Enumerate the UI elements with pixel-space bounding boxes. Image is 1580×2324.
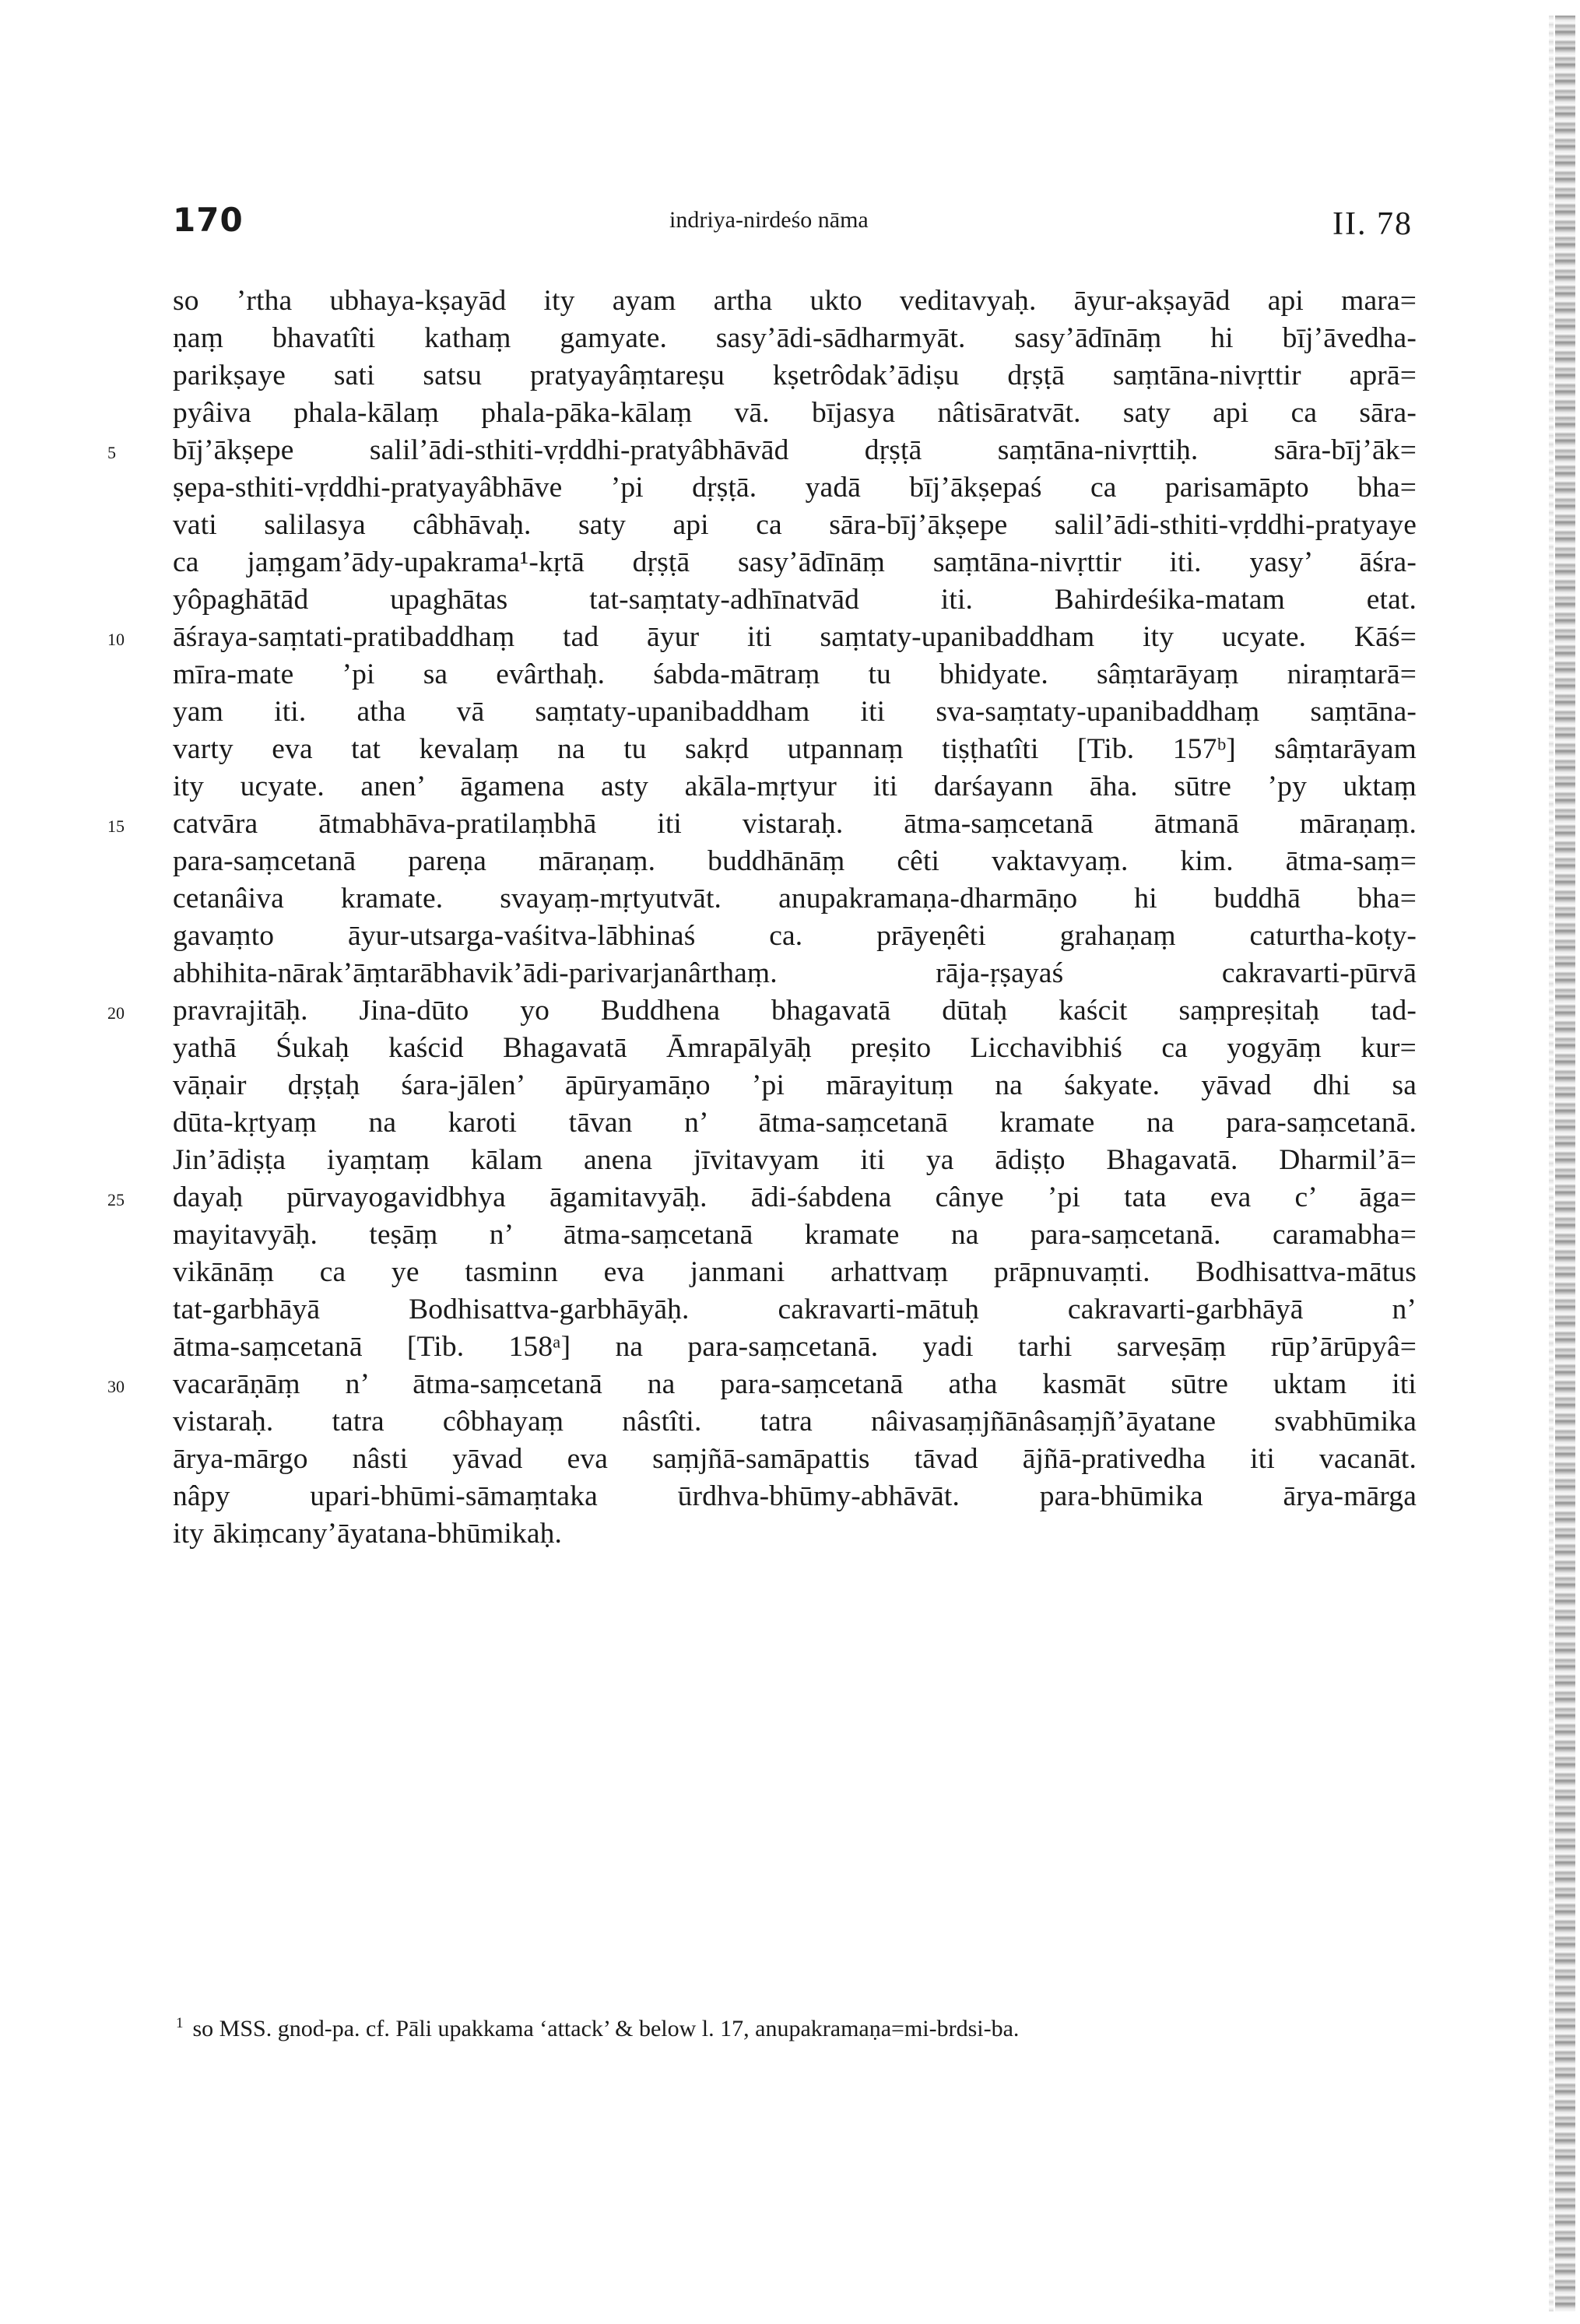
text-line: catvāra ātmabhāva-pratilaṃbhā iti vistaraḥ. ātma-saṃcetanā ātmanā māraṇaṃ. (173, 808, 1417, 840)
scan-edge-shadow (1549, 16, 1554, 2312)
text-line: cetanâiva kramate. svayaṃ-mṛtyutvāt. anupakramaṇa-dharmāṇo hi buddhā bha= (173, 883, 1417, 915)
text-line: Jin’ādiṣṭa iyaṃtaṃ kālam anena jīvitavyam iti ya ādiṣṭo Bhagavatā. Dharmil’ā= (173, 1144, 1417, 1176)
text-line: dūta-kṛtyaṃ na karoti tāvan n’ ātma-saṃcetanā kramate na para-saṃcetanā. (173, 1107, 1417, 1139)
text-line: dayaḥ pūrvayogavidbhya āgamitavyāḥ. ādi-śabdena cânye ’pi tata eva c’ āga= (173, 1181, 1417, 1213)
text-line: yathā Śukaḥ kaścid Bhagavatā Āmrapālyāḥ preṣito Licchavibhiś ca yogyāṃ kur= (173, 1032, 1417, 1064)
line-number: 15 (107, 816, 125, 836)
text-line: varty eva tat kevalaṃ na tu sakṛd utpannaṃ tiṣṭhatîti [Tib. 157ᵇ] sâṃtarāyam (173, 733, 1417, 765)
line-number: 10 (107, 630, 125, 649)
text-line: yam iti. atha vā saṃtaty-upanibaddham iti sva-saṃtaty-upanibaddhaṃ saṃtāna- (173, 696, 1417, 728)
text-line: mayitavyāḥ. teṣāṃ n’ ātma-saṃcetanā kramate na para-saṃcetanā. caramabha= (173, 1219, 1417, 1251)
page-number: 170 (173, 201, 244, 239)
section-reference: II. 78 (1332, 206, 1413, 242)
text-line: ārya-mārgo nâsti yāvad eva saṃjñā-samāpattis tāvad ājñā-prativedha iti vacanāt. (173, 1443, 1417, 1475)
scan-edge (1555, 16, 1575, 2312)
line-number: 5 (107, 443, 116, 462)
text-line: ātma-saṃcetanā [Tib. 158ᵃ] na para-saṃcetanā. yadi tarhi sarveṣāṃ rūp’ārūpyâ= (173, 1331, 1417, 1363)
line-number: 25 (107, 1190, 125, 1209)
text-line: gavaṃto āyur-utsarga-vaśitva-lābhinaś ca. prāyeṇêti grahaṇaṃ caturtha-koṭy- (173, 920, 1417, 952)
text-line: parikṣaye sati satsu pratyayâṃtareṣu kṣetrôdak’ādiṣu dṛṣṭā saṃtāna-nivṛttir aprā= (173, 360, 1417, 391)
text-line: ity ākiṃcany’āyatana-bhūmikaḥ. (173, 1518, 563, 1550)
running-title: indriya-nirdeśo nāma (669, 207, 869, 233)
text-line: ṇaṃ bhavatîti kathaṃ gamyate. sasy’ādi-sādharmyāt. sasy’ādīnāṃ hi bīj’āvedha- (173, 322, 1417, 354)
text-line: pravrajitāḥ. Jina-dūto yo Buddhena bhagavatā dūtaḥ kaścit saṃpreṣitaḥ tad- (173, 995, 1417, 1027)
footnote-text: so MSS. gnod-pa. cf. Pāli upakkama ‘attack’ & below l. 17, anupakramaṇa=mi-brdsi-ba. (192, 2016, 1020, 2041)
text-line: vacarāṇāṃ n’ ātma-saṃcetanā na para-saṃcetanā atha kasmāt sūtre uktam iti (173, 1368, 1417, 1400)
footnote (176, 2008, 1390, 2045)
text-line: vikānāṃ ca ye tasminn eva janmani arhattvaṃ prāpnuvaṃti. Bodhisattva-mātus (173, 1256, 1417, 1288)
text-line: nâpy upari-bhūmi-sāmaṃtaka ūrdhva-bhūmy-abhāvāt. para-bhūmika ārya-mārga (173, 1480, 1417, 1512)
text-line: vati salilasya câbhāvaḥ. saty api ca sāra-bīj’ākṣepe salil’ādi-sthiti-vṛddhi-pratyaye (173, 509, 1417, 541)
text-line: āśraya-saṃtati-pratibaddhaṃ tad āyur iti saṃtaty-upanibaddham ity ucyate. Kāś= (173, 621, 1417, 653)
line-number: 30 (107, 1377, 125, 1396)
footnote-marker: 1 (176, 2015, 184, 2031)
page-header (0, 201, 1580, 247)
text-line: mīra-mate ’pi sa evârthaḥ. śabda-mātraṃ tu bhidyate. sâṃtarāyaṃ niraṃtarā= (173, 658, 1417, 690)
text-line: tat-garbhāyā Bodhisattva-garbhāyāḥ. cakravarti-mātuḥ cakravarti-garbhāyā n’ (173, 1294, 1417, 1325)
text-line: ity ucyate. anen’ āgamena asty akāla-mṛtyur iti darśayann āha. sūtre ’py uktaṃ (173, 771, 1417, 802)
line-number: 20 (107, 1003, 125, 1023)
text-line: abhihita-nārak’āṃtarābhavik’ādi-parivarjanârthaṃ. rāja-ṛṣayaś cakravarti-pūrvā (173, 957, 1417, 989)
text-line: so ’rtha ubhaya-kṣayād ity ayam artha ukto veditavyaḥ. āyur-akṣayād api mara= (173, 285, 1417, 317)
text-line: para-saṃcetanā pareṇa māraṇaṃ. buddhānāṃ cêti vaktavyaṃ. kim. ātma-saṃ= (173, 845, 1417, 877)
text-line: pyâiva phala-kālaṃ phala-pāka-kālaṃ vā. bījasya nâtisāratvāt. saty api ca sāra- (173, 397, 1417, 429)
text-line: ṣepa-sthiti-vṛddhi-pratyayâbhāve ’pi dṛṣṭā. yadā bīj’ākṣepaś ca parisamāpto bha= (173, 472, 1417, 504)
text-line: vāṇair dṛṣṭaḥ śara-jālen’ āpūryamāṇo ’pi mārayituṃ na śakyate. yāvad dhi sa (173, 1069, 1417, 1101)
text-line: yôpaghātād upaghātas tat-saṃtaty-adhīnatvād iti. Bahirdeśika-matam etat. (173, 584, 1417, 616)
text-line: bīj’ākṣepe salil’ādi-sthiti-vṛddhi-pratyâbhāvād dṛṣṭā saṃtāna-nivṛttiḥ. sāra-bīj’āk= (173, 434, 1417, 466)
text-line: ca jaṃgam’ādy-upakrama¹-kṛtā dṛṣṭā sasy’ādīnāṃ saṃtāna-nivṛttir iti. yasy’ āśra- (173, 546, 1417, 578)
text-line: vistaraḥ. tatra côbhayaṃ nâstîti. tatra nâivasaṃjñānâsaṃjñ’āyatane svabhūmika (173, 1406, 1417, 1438)
